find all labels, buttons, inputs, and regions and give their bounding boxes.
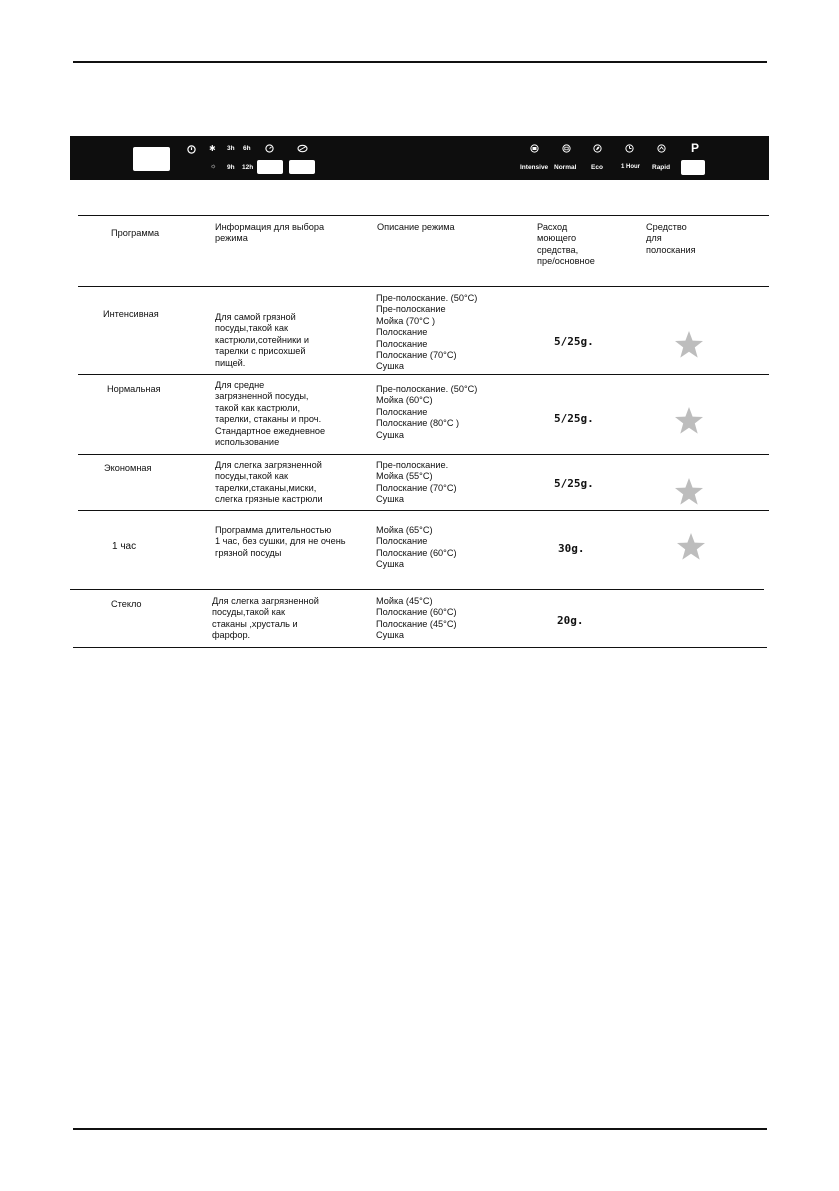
row-detergent: 5/25g. — [554, 477, 594, 490]
row-program: Экономная — [104, 463, 152, 473]
intensive-icon — [530, 144, 539, 153]
rinse-aid-star-icon — [676, 532, 706, 561]
sun-icon: ✱ — [209, 144, 216, 153]
half-load-icon — [297, 144, 308, 153]
row-description: Пре-полоскание. Мойка (55°C) Полоскание (70°C) Сушка — [376, 460, 457, 505]
row-description: Мойка (65°C) Полоскание Полоскание (60°C) Сушка — [376, 525, 457, 570]
row-info: Для самой грязной посуды,такой как кастрюли,сотейники и тарелки с присохшей пищей. — [215, 312, 309, 368]
row-description: Мойка (45°C) Полоскание (60°C) Полоскание (45°C) Сушка — [376, 596, 457, 641]
one-hour-icon — [625, 144, 634, 153]
program-1hour-label: 1 Hour — [621, 164, 641, 170]
row-program: Интенсивная — [103, 309, 159, 319]
display-screen — [133, 147, 170, 171]
half-load-button[interactable] — [289, 160, 315, 174]
rinse-aid-star-icon — [674, 477, 704, 506]
row-detergent: 20g. — [557, 614, 584, 627]
control-panel — [70, 136, 769, 180]
header-info: Информация для выбора режима — [215, 222, 325, 244]
delay-6h-label: 9h — [227, 164, 235, 171]
header-description: Описание режима — [377, 222, 455, 232]
delay-3h-label: 3h — [227, 145, 235, 152]
row-description: Пре-полоскание. (50°C) Мойка (60°C) Полоскание Полоскание (80°C ) Сушка — [376, 384, 478, 440]
row-info: Программа длительностью 1 час, без сушки, для не очень грязной посуды — [215, 525, 346, 558]
header-rinse-aid: Средство для полоскания — [646, 222, 696, 255]
row-description: Пре-полоскание. (50°C) Пре-полоскание Мойка (70°C ) Полоскание Полоскание Полоскание (70°C) Сушка — [376, 293, 478, 372]
delay-sub-icon: ☼ — [210, 163, 217, 170]
delay-button[interactable] — [257, 160, 283, 174]
row-info: Для средне загрязненной посуды, такой как кастрюли, тарелки, стаканы и проч. Стандартное ежедневное использование — [215, 380, 326, 448]
rapid-icon — [657, 144, 666, 153]
table-row-rule — [78, 454, 769, 455]
table-row-rule — [78, 510, 769, 511]
row-program: Стекло — [111, 599, 142, 609]
table-bottom-rule — [73, 647, 767, 648]
row-program: Нормальная — [107, 384, 161, 394]
table-header-rule — [78, 286, 769, 287]
header-program: Программа — [111, 228, 160, 238]
table-top-rule — [78, 215, 769, 216]
row-detergent: 30g. — [558, 542, 585, 555]
row-detergent: 5/25g. — [554, 412, 594, 425]
normal-icon — [562, 144, 571, 153]
eco-icon — [593, 144, 602, 153]
top-rule — [73, 61, 767, 63]
power-icon — [187, 145, 196, 154]
program-eco-label: Eco — [591, 164, 603, 171]
table-row-rule — [70, 589, 764, 590]
delay-9h-label: 6h — [243, 145, 251, 152]
program-intensive-label: Intensive — [520, 164, 549, 171]
rinse-aid-star-icon — [674, 330, 704, 359]
delay-12h-label: 12h — [242, 164, 254, 171]
program-normal-label: Normal — [554, 164, 577, 171]
program-button[interactable] — [681, 160, 705, 175]
rinse-aid-star-icon — [674, 406, 704, 435]
row-program: 1 час — [112, 541, 137, 552]
row-detergent: 5/25g. — [554, 335, 594, 348]
bottom-rule — [73, 1128, 767, 1130]
table-row-rule — [78, 374, 769, 375]
row-info: Для слегка загрязненной посуды,такой как стаканы ,хрусталь и фарфор. — [212, 596, 319, 641]
program-rapid-label: Rapid — [652, 164, 671, 171]
clock-icon — [265, 144, 274, 153]
row-info: Для слегка загрязненной посуды,такой как тарелки,стаканы,миски, слегка грязные кастрюли — [215, 460, 323, 505]
header-detergent: Расход моющего средства, пре/основное — [537, 222, 595, 267]
program-p-label: P — [691, 141, 700, 155]
